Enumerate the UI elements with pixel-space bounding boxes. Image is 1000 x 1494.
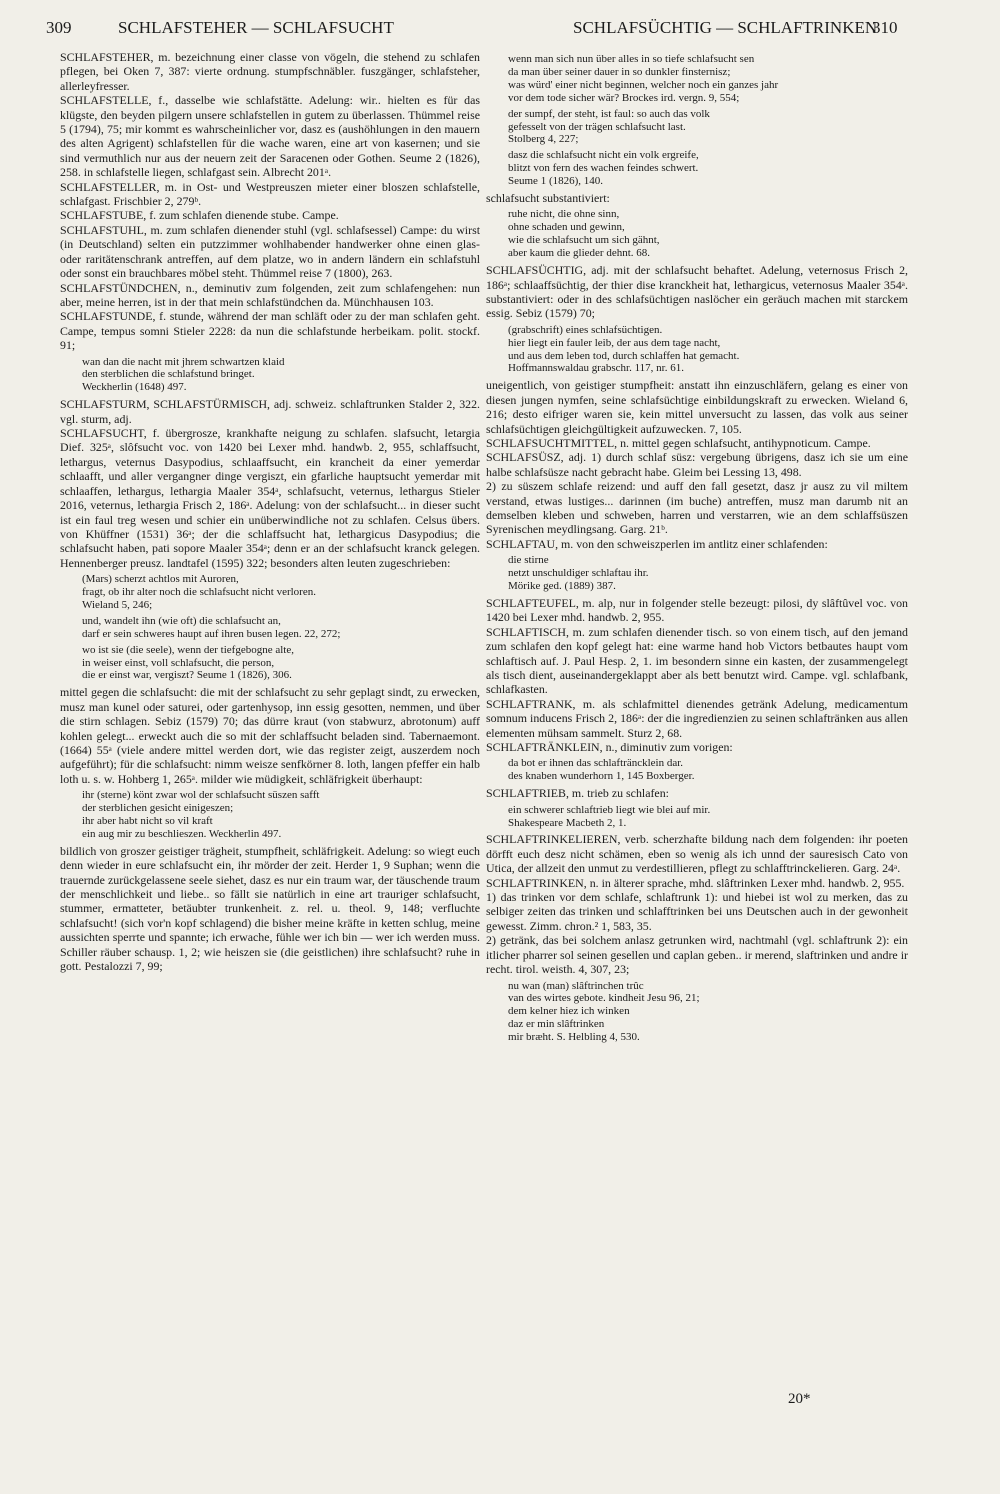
quote-hoffmannswaldau: (grabschrift) eines schlafsüchtigen. hier liegt ein fauler leib, der aus dem tage nacht, und aus dem leben tod, durch schlaffen hat gemacht. Hoffmannswaldau grabschr. 117, nr. 61. (508, 323, 740, 375)
entry-schlafteufel: SCHLAFTEUFEL, m. alp, nur in folgender stelle bezeugt: pilosi, dy slâftûvel voc. von 1420 bei Lexer mhd. handwb. 2, 955. (486, 595, 908, 625)
quote-weckherlin-1: wan dan die nacht mit jhrem schwartzen klaid den sterblichen die schlafstund bringet. Weckherlin (1648) 497. (82, 355, 285, 394)
quote-wunderhorn: da bot er ihnen das schlafträncklein dar. des knaben wunderhorn 1, 145 Boxberger. (508, 757, 695, 783)
entry-schlaftrinkelieren: SCHLAFTRINKELIEREN, verb. scherzhafte bildung nach dem folgenden: ihr poeten dörfft euch desz nicht schämen, eben so wenig als ich unnd der sauresisch Cato von Utica, der allzeit den unmut zu verdestillieren, pflegt zu schlafftrinckelieren. Garg. 24ᵃ. (486, 832, 908, 876)
paragraph-schlaftrinken-1: 1) das trinken vor dem schlafe, schlaftrunk 1): und hiebei ist wol zu merken, das zu selbiger zeiten das trinken und schlafftrinken bei uns Deutschen auch in der gewonheit gewesst. Zimm. chron.² 1, 583, 35. (486, 890, 908, 933)
entry-schlaftrank: SCHLAFTRANK, m. als schlafmittel dienendes getränk Adelung, medicamentum somnum inducens Frisch 2, 186ᵃ: der die ingredienzien zu seinen schlaftränken aus allen elementen mühsam sammelt. Sturz 2, 68. (486, 696, 908, 740)
entry-schlafstube: SCHLAFSTUBE, f. zum schlafen dienende stube. Campe. (60, 208, 339, 223)
paragraph-mittel: mittel gegen die schlafsucht: die mit der schlafsucht zu sehr geplagt sindt, zu erwecken, musz man kunel oder saturei, oder gartenhysop, inn essig gesotten, nemmen, und über die stirn schlagen. Sebiz (1579) 70; das dürre kraut (von stabwurz, abrotonum) auff kohlen gelegt... erweckt auch die so mit der schlaffsucht beladen sind. Tabernaemont. (1664) 55ᵃ (viele andere mittel werden dort, wie das register zeigt, auszerdem noch aufgeführt); für die schlafsucht: nimm weisze senfkörner 8. loth, langen pfeffer ein halb loth u. s. w. Hohberg 1, 265ᵃ. milder wie müdigkeit, schläfrigkeit überhaupt: (60, 685, 480, 786)
quote-stolberg: der sumpf, der steht, ist faul: so auch das volk gefesselt von der trägen schlafsucht last. Stolberg 4, 227; (508, 107, 710, 146)
entry-schlafstunde: SCHLAFSTUNDE, f. stunde, während der man schläft oder zu der man schlafen geht. Campe, tempus somni Stieler 2228: da nun die schlafstunde herbeikam. polit. stockf. 91; (60, 309, 480, 353)
entry-schlafsuesz: SCHLAFSÜSZ, adj. 1) durch schlaf süsz: vergebung übrigens, dasz ich sie um eine halbe schlafsüsze nacht gebracht habe. Gleim bei Lessing 13, 498. (486, 450, 908, 479)
entry-schlafsteher: SCHLAFSTEHER, m. bezeichnung einer classe von vögeln, die stehend zu schlafen pflegen, bei Oken 7, 387: vierte ordnung. stumpfschnäbler. fuszgänger, schlafsteher, allerleyfresser. (60, 50, 480, 93)
header-title-right: SCHLAFSÜCHTIG — SCHLAFTRINKEN (573, 18, 878, 37)
entry-schlafstuendchen: SCHLAFSTÜNDCHEN, n., deminutiv zum folgenden, zeit zum schlafengehen: nun aber, meine herren, ist in der that mein schlafstündchen da. Münchhausen 103. (60, 280, 480, 309)
entry-schlafstuhl: SCHLAFSTUHL, m. zum schlafen dienender stuhl (vgl. schlafsessel) Campe: du wirst (in Deutschland) selten ein putzzimmer wohlhabender handwerker ohne einen glas- oder raritätenschrank antreffen, auf dem platze, wo in andern ländern ein schlafstuhl oder sonst ein brauchbares möbel steht. Thümmel reise 7 (1800), 263. (60, 222, 480, 281)
entry-schlafsuechtig: SCHLAFSÜCHTIG, adj. mit der schlafsucht behaftet. Adelung, veternosus Frisch 2, 186ᵃ; schlaaffsüchtig, der thier dise kranckheit hat, lethargicus, veternosus Maaler 354ᵃ. substantiviert: oder in des schlafsüchtigen naslöcher ein geräuch machen mit starckem essig. Sebiz (1579) 70; (486, 263, 908, 321)
paragraph-substantiviert: schlafsucht substantiviert: (486, 191, 610, 206)
paragraph-uneigentlich: uneigentlich, von geistiger stumpfheit: anstatt ihn einzuschläfern, gelang es einer von diesen jungen nymfen, seine schlafsüchtige einbildungskraft zu erwecken. Wieland 6, 216; desto eifriger waren sie, kein mittel unversucht zu lassen, das volk aus seiner schlafsüchtigen gleichgültigkeit aufzuwecken. 7, 105. (486, 378, 908, 436)
right-column (486, 50, 908, 1047)
quote-kindheit-jesu: nu wan (man) slâftrinchen trûc van des wirtes gebote. kindheit Jesu 96, 21; dem kelner hiez ich winken daz er min slâftrinken mir bræht. S. Helbling 4, 530. (508, 979, 700, 1044)
entry-schlaftisch: SCHLAFTISCH, m. zum schlafen dienender tisch. so von einem tisch, auf den jemand zum schlafen den kopf gelegt hat: eine warme hand hob Victors betbautes haupt vom schlaftisch auf. J. Paul Hesp. 2, 1. im besondern sinne ein kasten, der zusammengelegt als tisch dient, auseinandergeklappt aber als bett benutzt wird. Campe. vgl. schlafbank, schlafkasten. (486, 624, 908, 697)
quote-seume: wo ist sie (die seele), wenn der tiefgebogne alte, in weiser einst, voll schlafsucht, die person, die er einst war, vergiszt? Seume 1 (1826), 306. (82, 643, 294, 682)
page-number-left: 309 (46, 18, 72, 37)
page-header (0, 18, 1000, 52)
page-number-right: 310 (872, 18, 898, 37)
entry-schlaftrieb: SCHLAFTRIEB, m. trieb zu schlafen: (486, 786, 669, 801)
quote-wieland-2: und, wandelt ihn (wie oft) die schlafsucht an, darf er sein schweres haupt auf ihren busen legen. 22, 272; (82, 614, 341, 640)
entry-schlaftraenklein: SCHLAFTRÄNKLEIN, n., diminutiv zum vorigen: (486, 740, 733, 754)
quote-weckherlin-2: ihr (sterne) könt zwar wol der schlafsucht süszen safft der sterblichen gesicht einigeszen; ihr aber habt nicht so vil kraft ein aug mir zu beschlieszen. Weckherlin 497. (82, 789, 320, 840)
entry-schlafsucht: SCHLAFSUCHT, f. übergrosze, krankhafte neigung zu schlafen. slafsucht, letargia Dief. 325ᵃ, slôfsucht voc. von 1420 bei Lexer mhd. handwb. 2, 955, schlaffsucht, lethargus, veternus Dasypodius, schlaaffsucht, ein krancheit da einer yemerdar schlaafft, und aller vergangner dinge vergiszt, ein gfarliche hauptsucht yemerdar mit schlaaffen, lethargus, lethargia Maaler 354ᵃ, schlafsucht, veternus, lethargus Stieler 2016, veternus, lethargia Frisch 2, 186ᵃ. Adelung: von der schlafsucht... in dieser sucht ist ein faul treg wesen und schier ein unüberwindliche not zu schlafen. Celsus übers. von Khüffner (1531) 36ᵃ; der die schlaffsucht hat, lethargicus Dasypodius; die schlafsucht haben, pati sopore Maaler 354ᵃ; denn er an der schlafsucht kranck gelegen. Hennenberger preusz. landtafel (1595) 322; besonders alten leuten zugeschrieben: (60, 426, 480, 570)
entry-schlafstelle: SCHLAFSTELLE, f., dasselbe wie schlafstätte. Adelung: wir.. hielten es für das klügste, den beyden pilgern unsere schlafstellen in gutem zu überlassen. Thümmel reise 5 (1794), 75; mir kommt es wahrscheinlicher vor, dasz es (aushöhlungen in den mauern des alten Agrigent) schlafstellen für die wache waren, eine art von kasernen; und sie sind vermuthlich nur aus der neuern zeit der Saracenen oder Gothen. Seume 2 (1826), 258. in schlafstelle liegen, schlafgast sein. Albrecht 201ᵃ. (60, 93, 480, 180)
paragraph-schlafsuesz-2: 2) zu süszem schlafe reizend: und auff den fall gesetzt, dasz jr ausz zu vil miltem verstand, etwas lustiges... darinnen (im buche) antreffen, musz man darumb nit an demselben kleben und schweben, harren und verstarren, wie an dem schlaffsüszen Syrenischen meydlingsang. Garg. 21ᵇ. (486, 479, 908, 537)
quote-moerike: die stirne netzt unschuldiger schlaftau ihr. Mörike ged. (1889) 387. (508, 554, 649, 593)
header-title-left: SCHLAFSTEHER — SCHLAFSUCHT (118, 18, 394, 37)
entry-schlaftrinken: SCHLAFTRINKEN, n. in älterer sprache, mhd. slâftrinken Lexer mhd. handwb. 2, 955. (486, 875, 905, 890)
entry-schlafsteller: SCHLAFSTELLER, m. in Ost- und Westpreuszen mieter einer bloszen schlafstelle, schlafgast. Frischbier 2, 279ᵇ. (60, 179, 480, 209)
quote-wieland: (Mars) scherzt achtlos mit Auroren, fragt, ob ihr alter noch die schlafsucht nicht verloren. Wieland 5, 246; (82, 573, 316, 611)
quote-ruhe: ruhe nicht, die ohne sinn, ohne schaden und gewinn, wie die schlafsucht um sich gähnt, aber kaum die glieder dehnt. 68. (508, 208, 660, 260)
paragraph-schlaftrinken-2: 2) getränk, das bei solchem anlasz getrunken wird, nachtmahl (vgl. schlaftrunk 2): ein itlicher pharrer sol seinen gesellen und caplan geben.. ir merend, slaftrinken und andre ir recht. tirol. weisth. 4, 307, 23; (486, 933, 908, 977)
entry-schlaftau: SCHLAFTAU, m. von den schweiszperlen im antlitz einer schlafenden: (486, 536, 828, 551)
quote-brockes: wenn man sich nun über alles in so tiefe schlafsucht sen da man über seiner dauer in so dunkler finsternisz; was würd' einer nicht beginnen, welcher noch ein ganzes jahr vor dem tode sicher wär? Brockes ird. vergn. 9, 554; (508, 53, 779, 104)
quote-seume-2: dasz die schlafsucht nicht ein volk ergreife, blitzt von fern des wachen feindes schwert. Seume 1 (1826), 140. (508, 149, 699, 188)
paragraph-bildlich: bildlich von groszer geistiger trägheit, stumpfheit, schläfrigkeit. Adelung: so wiegt euch denn wieder in eure schlafsucht ein, ihr mörder der zeit. Herder 1, 9 Suphan; wenn die trauernde zurückgelassene seele siehet, dasz es nur ein traum war, der täuschende traum der menschlichkeit und liebe.. so fällt sie natürlich in eine art trauriger schlafsucht, stummer, ermatteter, betäubter trunkenheit. z. rel. u. theol. 9, 148; verfluchte schlafsucht! (sich vor'n kopf schlagend) die bisher meine kräfte in ketten schlug, meine aussichten sperrte und spannte; ich erwache, fühle wer ich bin — wer ich werden muss. Schiller räuber schausp. 1, 2; wie heiszen sie (die geistlichen) ihre schlafsucht? ruhe in gott. Pestalozzi 7, 99; (60, 843, 480, 974)
sheet-signature: 20* (788, 1391, 811, 1407)
quote-shakespeare: ein schwerer schlaftrieb liegt wie blei auf mir. Shakespeare Macbeth 2, 1. (508, 803, 711, 829)
entry-schlafsturm: SCHLAFSTURM, SCHLAFSTÜRMISCH, adj. schweiz. schlaftrunken Stalder 2, 322. vgl. sturm, adj. (60, 397, 480, 426)
left-column (60, 50, 480, 974)
entry-schlafsuchtmittel: SCHLAFSUCHTMITTEL, n. mittel gegen schlafsucht, antihypnoticum. Campe. (486, 435, 871, 450)
